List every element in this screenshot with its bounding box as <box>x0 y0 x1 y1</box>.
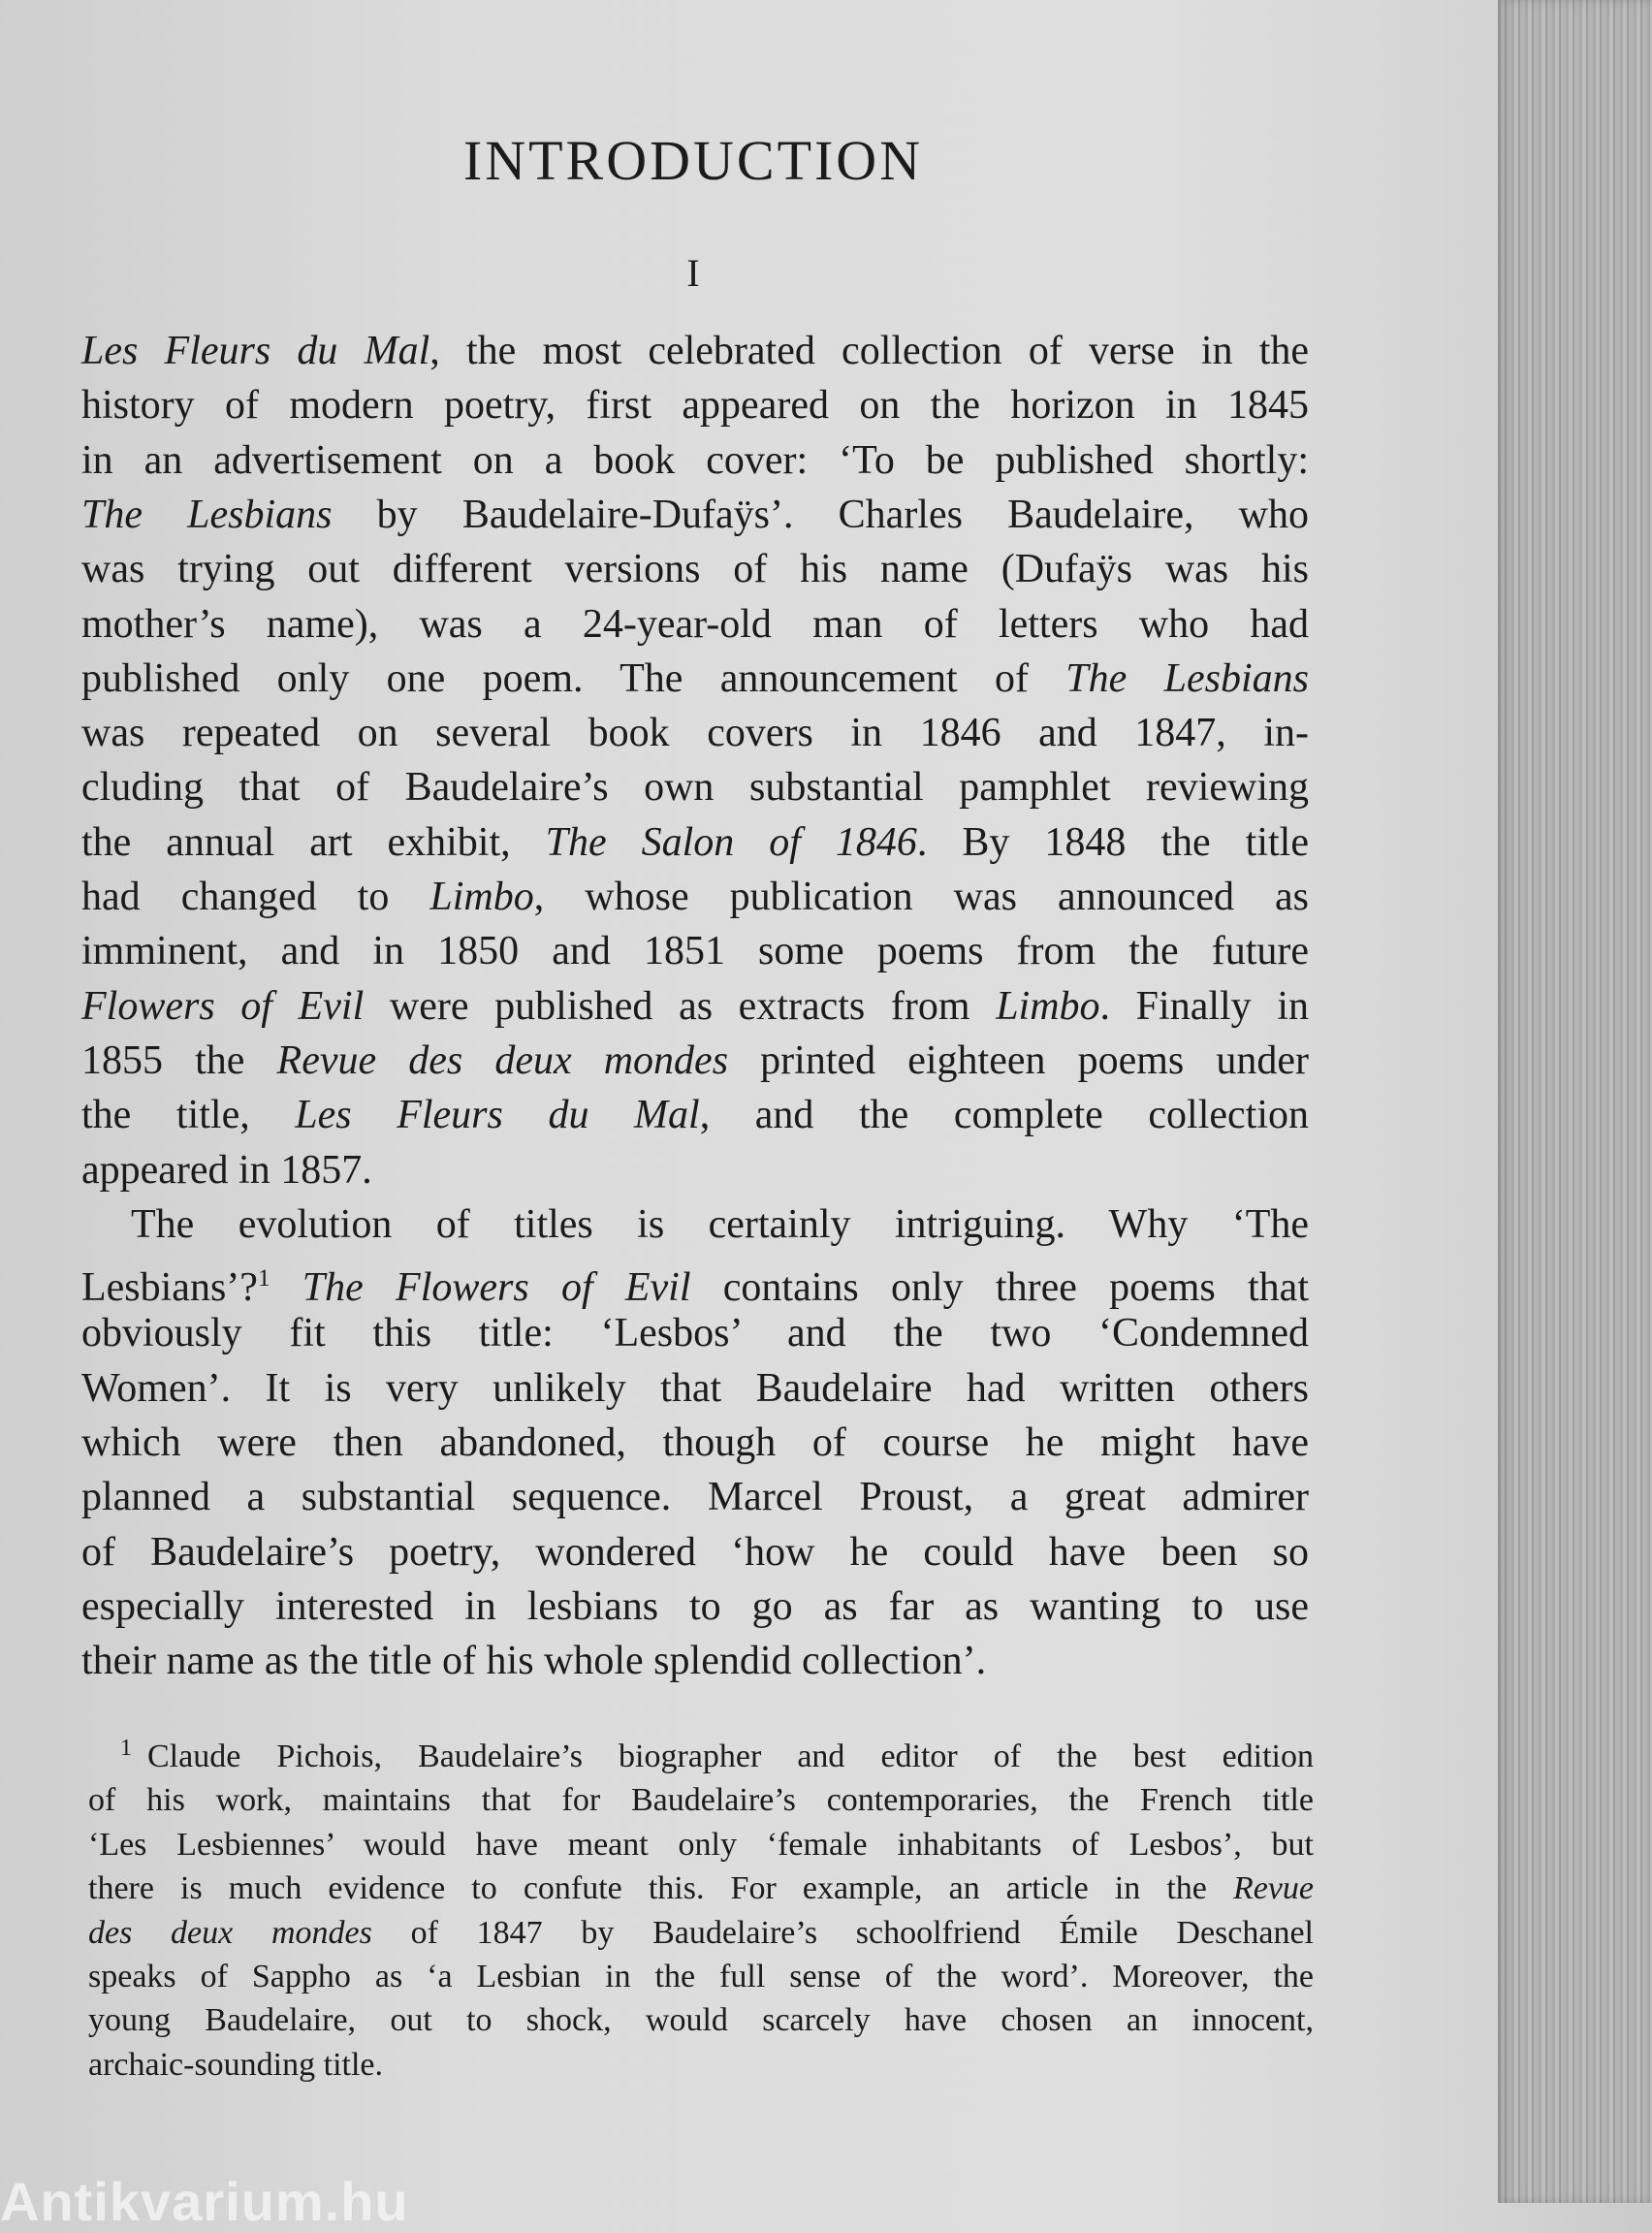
text-segment: which were then abandoned, though of course he might have <box>81 1420 1309 1465</box>
text-line <box>81 488 1309 542</box>
text-segment: there is much evidence to confute this. For example, an article in the <box>88 1870 1233 1907</box>
text-segment: the annual art exhibit, <box>81 819 546 865</box>
text-line <box>81 1252 1309 1311</box>
text-segment: obviously fit this title: ‘Lesbos’ and the two ‘Condemned <box>81 1311 1309 1356</box>
text-line <box>81 815 1309 870</box>
text-line <box>81 1525 1309 1579</box>
text-line <box>81 1361 1309 1416</box>
book-page-edge <box>1498 0 1652 2203</box>
italic-text: The Flowers of Evil <box>302 1265 691 1311</box>
text-segment: , the most celebrated collection of verse in the <box>429 329 1310 373</box>
text-segment: appeared in 1857. <box>81 1147 372 1193</box>
text-segment: The evolution of titles is certainly intriguing. Why ‘The <box>131 1201 1309 1247</box>
footnote-line <box>88 1911 1314 1955</box>
text-segment: , whose publication was announced as <box>533 875 1309 919</box>
watermark: Antikvarium.hu <box>0 2171 409 2232</box>
text-segment: mother’s name), was a 24-year-old man of letters who had <box>81 601 1309 647</box>
italic-text: The Lesbians <box>1065 655 1310 701</box>
text-line <box>81 433 1309 488</box>
footnote-line <box>88 1778 1314 1822</box>
text-segment: especially interested in lesbians to go as far as wanting to use <box>81 1583 1309 1629</box>
text-line <box>81 1088 1309 1142</box>
text-segment: history of modern poetry, first appeared on the horizon in 1845 <box>81 383 1309 429</box>
text-line <box>81 1306 1309 1360</box>
text-segment: cluding that of Baudelaire’s own substantial pamphlet reviewing <box>81 765 1309 811</box>
text-line <box>81 378 1309 432</box>
text-segment: in an advertisement on a book cover: ‘To be published shortly: <box>81 437 1309 483</box>
text-segment: ‘Les Lesbiennes’ would have meant only ‘female inhabitants of Lesbos’, but <box>88 1826 1314 1863</box>
footnote-line <box>88 1955 1314 1998</box>
footnote-marker: 1 <box>120 1736 132 1761</box>
footnote-line <box>88 2043 1314 2087</box>
text-line <box>81 979 1309 1034</box>
text-line <box>81 870 1309 924</box>
text-segment: by Baudelaire-Dufaÿs’. Charles Baudelaire, who <box>332 492 1309 537</box>
text-segment: imminent, and in 1850 and 1851 some poems from the future <box>81 929 1309 974</box>
text-line <box>81 652 1309 706</box>
italic-text: Revue <box>1232 1870 1314 1907</box>
footnote-line <box>88 1866 1314 1910</box>
text-segment: of 1847 by Baudelaire’s schoolfriend Émile Deschanel <box>371 1914 1314 1951</box>
text-line <box>81 1470 1309 1524</box>
italic-text: des deux mondes <box>88 1914 372 1951</box>
text-segment: of his work, maintains that for Baudelaire’s contemporaries, the French title <box>88 1782 1314 1819</box>
text-segment: speaks of Sappho as ‘a Lesbian in the full sense of the word’. Moreover, the <box>88 1959 1314 1994</box>
text-segment: were published as extracts from <box>364 983 997 1029</box>
text-segment: Lesbians’? <box>81 1265 258 1311</box>
text-line <box>81 1143 1309 1197</box>
text-line <box>81 1034 1309 1088</box>
italic-text: Limbo <box>996 983 1100 1029</box>
text-segment: printed eighteen poems under <box>728 1037 1310 1083</box>
text-line <box>81 1634 1309 1688</box>
text-segment: contains only three poems that <box>690 1265 1309 1311</box>
text-segment: , and the complete collection <box>699 1093 1310 1138</box>
text-line <box>81 324 1309 378</box>
text-segment: . By 1848 the title <box>916 819 1309 865</box>
text-line <box>81 760 1309 814</box>
text-segment: their name as the title of his whole splendid collection’. <box>81 1639 987 1684</box>
text-line <box>81 1579 1309 1634</box>
text-segment: 1855 the <box>81 1037 277 1083</box>
footnote-line <box>88 1823 1314 1866</box>
text-line <box>81 542 1309 596</box>
text-segment: had changed to <box>81 875 430 919</box>
text-segment: Women’. It is very unlikely that Baudelaire had written others <box>81 1365 1309 1411</box>
text-segment: young Baudelaire, out to shock, would scarcely have chosen an innocent, <box>88 2002 1314 2039</box>
text-line <box>81 924 1309 978</box>
text-line <box>131 1197 1309 1252</box>
italic-text: The Lesbians <box>81 492 333 537</box>
text-line <box>81 706 1309 760</box>
text-segment: planned a substantial sequence. Marcel Proust, a great admirer <box>81 1475 1309 1520</box>
italic-text: Les Fleurs du Mal <box>81 329 430 373</box>
italic-text: Les Fleurs du Mal <box>295 1093 700 1138</box>
italic-text: Revue des deux mondes <box>276 1037 729 1083</box>
section-number: I <box>686 251 700 295</box>
footnote-reference: 1 <box>257 1265 270 1292</box>
chapter-heading: INTRODUCTION <box>462 129 924 192</box>
text-segment: was trying out different versions of his name (Dufaÿs was his <box>81 547 1309 592</box>
text-segment: of Baudelaire’s poetry, wondered ‘how he could have been so <box>81 1529 1309 1575</box>
text-segment: published only one poem. The announcement of <box>81 655 1066 701</box>
text-segment: was repeated on several book covers in 1846 and 1847, in- <box>81 711 1309 756</box>
text-line <box>81 1416 1309 1470</box>
text-segment <box>270 1265 302 1310</box>
footnote-line <box>147 1735 1314 1778</box>
italic-text: Flowers of Evil <box>81 983 365 1029</box>
text-segment: . Finally in <box>1099 983 1309 1029</box>
footnote-line <box>88 1998 1314 2042</box>
italic-text: Limbo <box>429 875 534 919</box>
text-line <box>81 597 1309 652</box>
text-segment: archaic-sounding title. <box>88 2046 384 2083</box>
text-segment: Claude Pichois, Baudelaire’s biographer and editor of the best edition <box>147 1739 1314 1774</box>
text-segment: the title, <box>81 1093 296 1138</box>
italic-text: The Salon of 1846 <box>545 819 917 865</box>
